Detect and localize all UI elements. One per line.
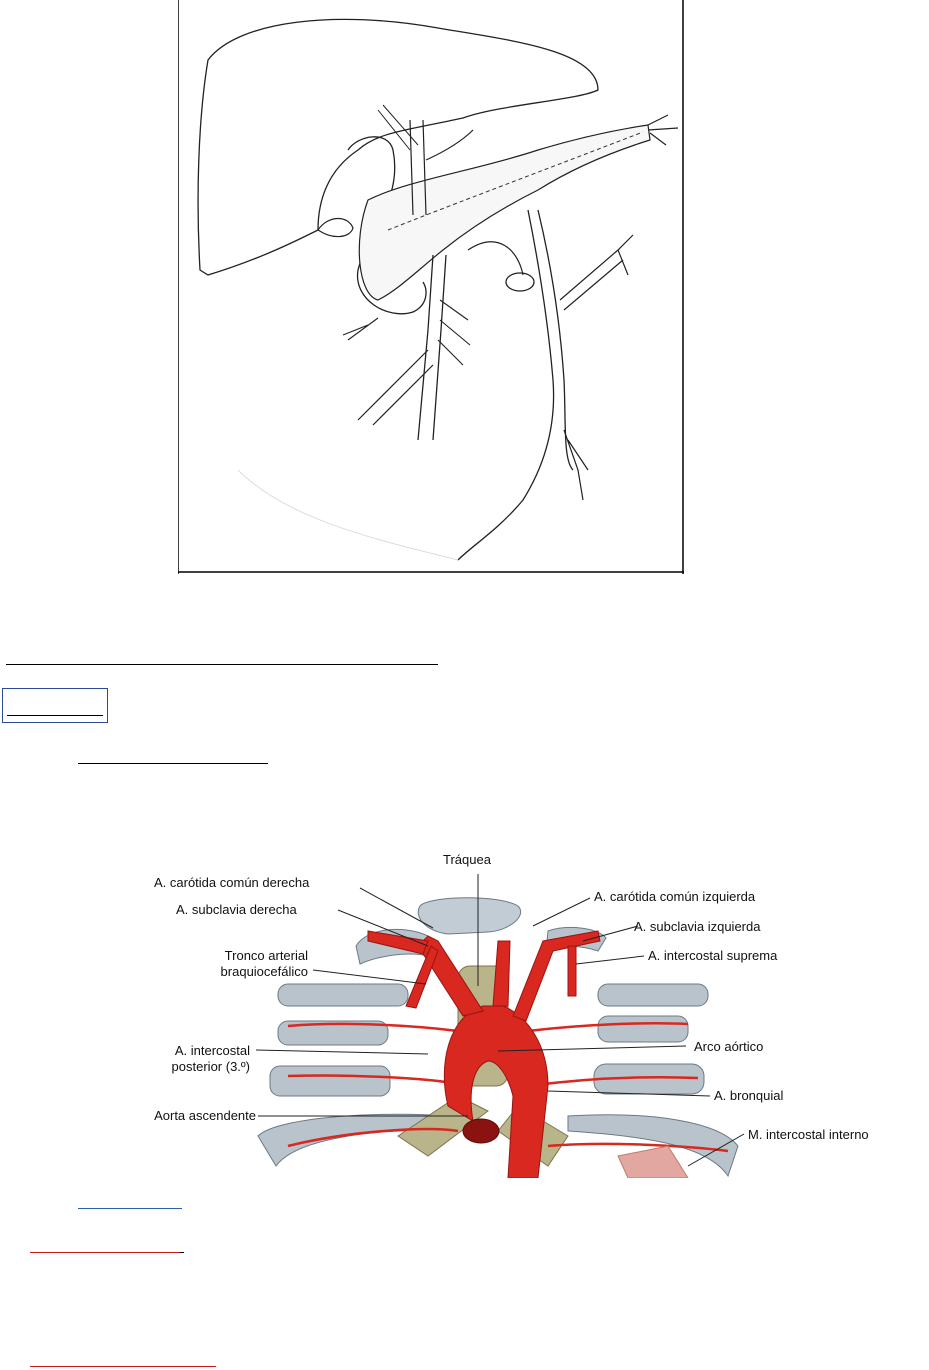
thorax-aorta-figure [128,846,928,1178]
label-ascending-aorta: Aorta ascendente [154,1108,256,1123]
label-brachiocephalic-trunk-1: Tronco arterial [224,948,308,963]
heading-underline-red-1 [30,1252,180,1253]
heading-box-underline [7,715,103,716]
superior-mesenteric-vessel [418,255,446,440]
label-posterior-intercostal-1: A. intercostal [174,1043,250,1058]
splenic-branches [648,115,678,145]
heading-underline-blue [78,1208,182,1209]
rib-right-2 [598,1016,688,1042]
heading-underline-red-1-tail [180,1252,184,1253]
rib-right-1 [598,984,708,1006]
label-internal-intercostal-muscle: M. intercostal interno [748,1127,869,1142]
label-trachea: Tráquea [443,852,491,867]
label-bronchial: A. bronquial [714,1088,784,1103]
rib-left-3 [270,1066,390,1096]
gallbladder [318,218,353,236]
label-left-common-carotid: A. carótida común izquierda [594,889,756,904]
heading-underline-red-2 [30,1366,216,1367]
pancreas-liver-drawing [178,0,684,574]
label-brachiocephalic-trunk-2: braquiocefálico [220,964,308,979]
pancreas-liver-figure [178,0,684,574]
heading-underline-2 [78,763,268,764]
rib-left-1 [278,984,408,1006]
heading-underline-1 [6,664,438,665]
left-common-carotid-shape [493,941,510,1006]
label-aortic-arch: Arco aórtico [694,1039,764,1054]
label-supreme-intercostal: A. intercostal suprema [648,948,778,963]
cut-vessel [506,273,534,291]
label-left-subclavian: A. subclavia izquierda [634,919,761,934]
label-right-subclavian: A. subclavia derecha [176,902,297,917]
inferior-mesenteric-vessel [458,210,573,560]
label-posterior-intercostal-2: posterior (3.º) [171,1059,250,1074]
aortic-arch-shape [444,1006,548,1178]
heading-box [2,688,108,723]
vertebra [418,898,520,934]
label-right-common-carotid: A. carótida común derecha [154,875,310,890]
